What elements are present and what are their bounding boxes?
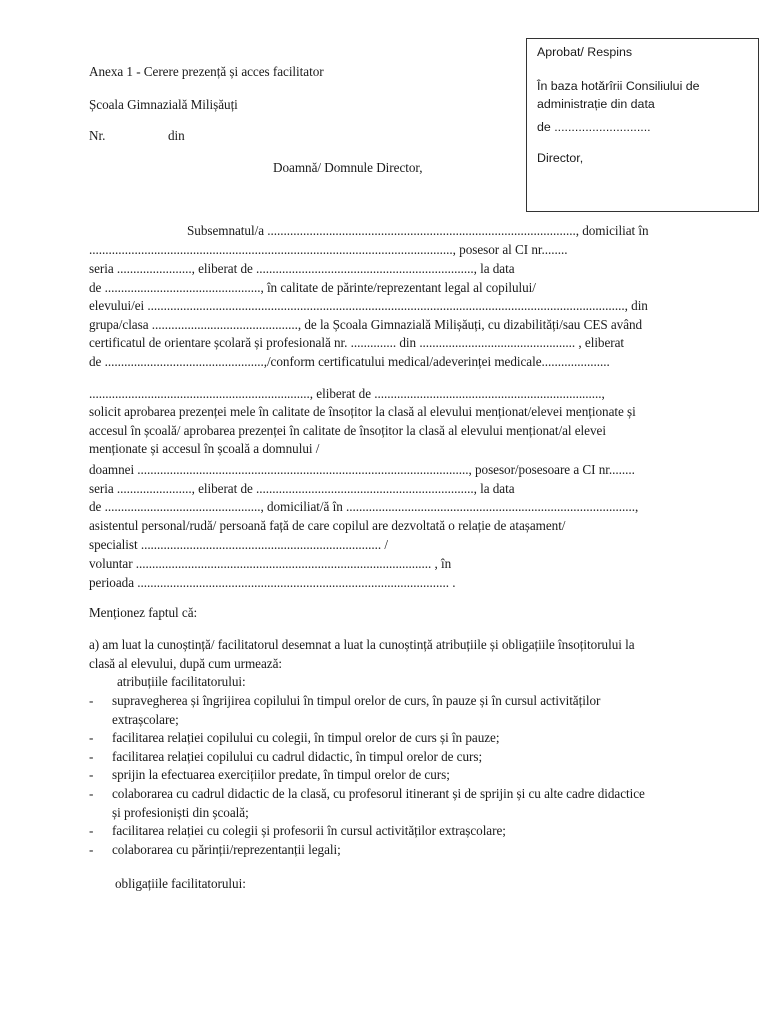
duty-item: extrașcolare; xyxy=(112,712,179,727)
duty-item: colaborarea cu părinții/reprezentanții legali; xyxy=(112,842,341,857)
duty-item: facilitarea relației cu colegii și profesorii în cursul activităților extrașcolare; xyxy=(112,823,506,838)
body-line: seria ......................., eliberat de ..................................................................., la data xyxy=(89,261,515,276)
bullet-dash: - xyxy=(89,842,94,857)
body-line: specialist .......................................................................... / xyxy=(89,537,388,552)
bullet-dash: - xyxy=(89,693,94,708)
body-line: asistentul personal/rudă/ persoană față de care copilul are dezvoltată o relație de atașament/ xyxy=(89,518,566,533)
duty-item: colaborarea cu cadrul didactic de la clasă, cu profesorul itinerant și de sprijin și cu alte cadre didactice xyxy=(112,786,645,801)
annex-title: Anexa 1 - Cerere prezență și acces facilitator xyxy=(89,64,324,79)
body-line: doamnei ......................................................................................................, posesor/posesoare a CI nr........ xyxy=(89,462,635,477)
bullet-dash: - xyxy=(89,767,94,782)
body-line: certificatul de orientare școlară și profesională nr. .............. din ................................................ , eliberat xyxy=(89,335,625,350)
body-line: menționate și accesul în școală a domnului / xyxy=(89,441,320,456)
approval-director: Director, xyxy=(537,151,584,165)
body-line: elevului/ei ..................................................................................................................................................., din xyxy=(89,298,648,313)
body-line: grupa/clasa ............................................., de la Școala Gimnazială Milișăuți, cu dizabilități/sau CES având xyxy=(89,317,643,332)
body-line: Subsemnatul/a ..............................................................................................., domiciliat în xyxy=(187,223,649,238)
approval-basis-cont: administrație din data xyxy=(537,97,655,111)
body-line: de ................................................, în calitate de părinte/reprezentant legal al copilului/ xyxy=(89,280,536,295)
approval-status: Aprobat/ Respins xyxy=(537,45,633,59)
body-line: de .................................................,/conform certificatului medical/adeverinței medicale..................... xyxy=(89,354,610,369)
duty-item: și profesioniști din școală; xyxy=(112,805,249,820)
approval-date: de ............................ xyxy=(537,120,651,134)
approval-basis: În baza hotărîrii Consiliului de xyxy=(537,79,700,93)
school-name: Școala Gimnazială Milișăuți xyxy=(89,97,238,112)
bullet-dash: - xyxy=(89,823,94,838)
point-a-line: a) am luat la cunoștință/ facilitatorul desemnat a luat la cunoștință atribuțiile și obligațiile însoțitorului la xyxy=(89,637,635,652)
duty-item: facilitarea relației copilului cu colegii, în timpul orelor de curs și în pauze; xyxy=(112,730,500,745)
duties-subtitle: atribuțiile facilitatorului: xyxy=(117,674,246,689)
obligations-subtitle: obligațiile facilitatorului: xyxy=(115,876,246,891)
body-line: de ................................................, domiciliat/ă în ........................................................................................., xyxy=(89,499,639,514)
nr-label: Nr. xyxy=(89,128,106,143)
salutation: Doamnă/ Domnule Director, xyxy=(273,160,423,175)
bullet-dash: - xyxy=(89,749,94,764)
point-a-line: clasă al elevului, după cum urmează: xyxy=(89,656,282,671)
duty-item: supravegherea și îngrijirea copilului în timpul orelor de curs, în pauze și în cursul activităților xyxy=(112,693,601,708)
body-line: seria ......................., eliberat de ..................................................................., la data xyxy=(89,481,515,496)
body-line: ................................................................................................................, posesor al CI nr........ xyxy=(89,242,568,257)
bullet-dash: - xyxy=(89,730,94,745)
body-line: perioada ................................................................................................ . xyxy=(89,575,456,590)
mention-heading: Menționez faptul că: xyxy=(89,605,198,620)
approval-box xyxy=(526,38,759,212)
body-line: ...................................................................., eliberat de ......................................................................, xyxy=(89,386,605,401)
body-line: voluntar ........................................................................................... , în xyxy=(89,556,452,571)
bullet-dash: - xyxy=(89,786,94,801)
duty-item: sprijin la efectuarea exercițiilor predate, în timpul orelor de curs; xyxy=(112,767,450,782)
din-label: din xyxy=(168,128,185,143)
body-line: solicit aprobarea prezenței mele în calitate de însoțitor la clasă al elevului menționat/elevei menționate și xyxy=(89,404,636,419)
duty-item: facilitarea relației copilului cu cadrul didactic, în timpul orelor de curs; xyxy=(112,749,483,764)
body-line: accesul în școală/ aprobarea prezenței în calitate de însoțitor la clasă al elevului menționat/al elevei xyxy=(89,423,606,438)
